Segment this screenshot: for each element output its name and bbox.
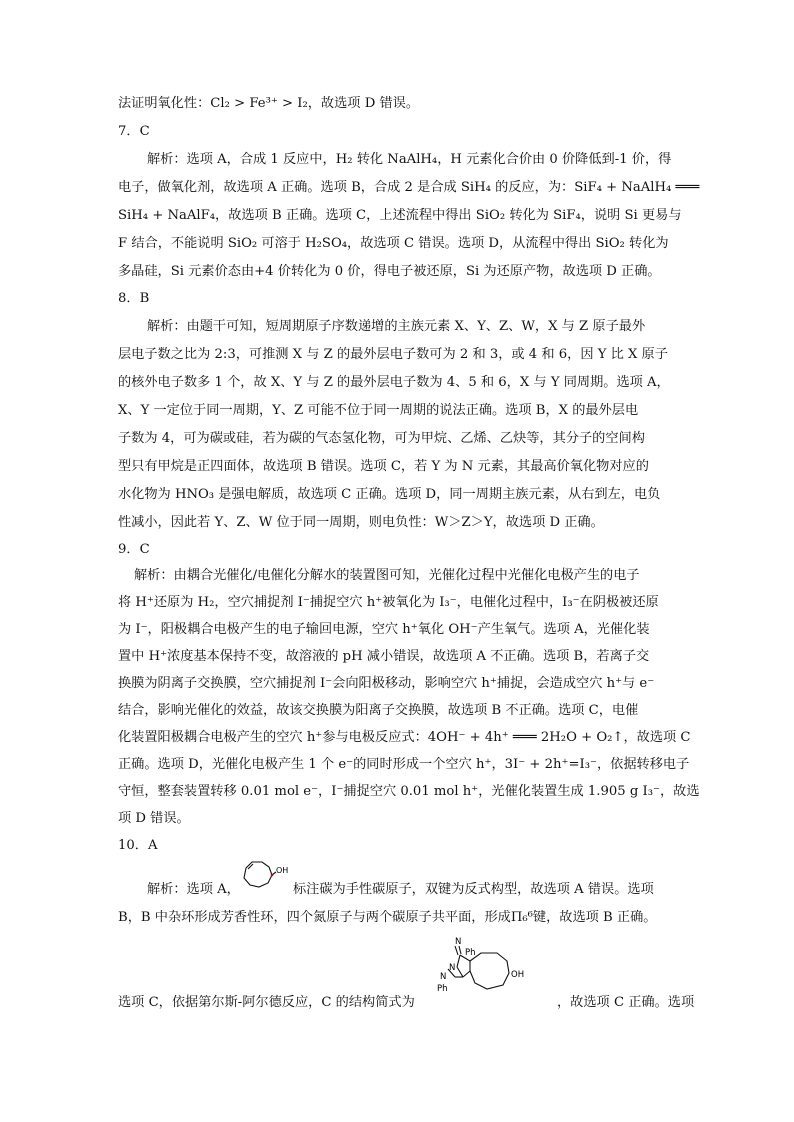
ph-label: Ph	[437, 984, 448, 994]
answer-10-text-pre: 解析：选项 A，	[147, 882, 240, 897]
answer-10-text-post: ，故选项 C 正确。选项	[557, 995, 695, 1010]
n-label: N	[449, 963, 456, 973]
answer-9-text-line: 化装置阳极耦合电极产生的空穴 h⁺参与电极反应式：4OH⁻ + 4h⁺ ═══ 2H₂O + O₂↑，故选项 C	[118, 730, 691, 745]
answer-8-text-line: 水化物为 HNO₃ 是强电解质，故选项 C 正确。选项 D，同一周期主族元素，从右到左，电负	[118, 487, 661, 502]
answer-7-text-line: F 结合，不能说明 SiO₂ 可溶于 H₂SO₄，故选项 C 错误。选项 D，从流程中得出 SiO₂ 转化为	[118, 236, 669, 251]
continued-text-line: 法证明氧化性：Cl₂ > Fe³⁺ > I₂，故选项 D 错误。	[118, 96, 420, 111]
oh-label: OH	[276, 866, 288, 875]
answer-9-text-line: 守恒，整套装置转移 0.01 mol e⁻，I⁻捕捉空穴 0.01 mol h⁺，光催化装置生成 1.905 g I₃⁻，故选	[118, 784, 700, 799]
answer-8-text-line: 的核外电子数多 1 个，故 X、Y 与 Z 的最外层电子数为 4、5 和 6，X 与 Y 同周期。选项 A，	[118, 375, 670, 390]
oh-label: OH	[511, 970, 525, 980]
answer-7-text-line: 多晶硅，Si 元素价态由+4 价转化为 0 价，得电子被还原，Si 为还原产物，故选项 D 正确。	[118, 264, 661, 279]
answer-8-heading: 8．B	[118, 291, 150, 306]
answer-7-text-line: 电子，做氧化剂，故选项 A 正确。选项 B，合成 2 是合成 SiH₄ 的反应，为：SiF₄ + NaAlH₄ ═══	[118, 180, 700, 195]
answer-9-text-line: 正确。选项 D，光催化电极产生 1 个 e⁻的同时形成一个空穴 h⁺，3I⁻ + 2h⁺=I₃⁻，依据转移电子	[118, 757, 690, 772]
answer-8-text-line: 性减小，因此若 Y、Z、W 位于同一周期，则电负性：W＞Z＞Y，故选项 D 正确。	[118, 515, 604, 530]
n-label: N	[455, 937, 462, 947]
n-label: N	[440, 972, 447, 982]
answer-9-text-line: 结合，影响光催化的效益，故该交换膜为阳离子交换膜，故选项 B 不正确。选项 C，电催	[118, 703, 639, 718]
answer-8-text-line: X、Y 一定位于同一周期，Y、Z 可能不位于同一周期的说法正确。选项 B，X 的最外层电	[118, 403, 639, 418]
answer-8-text-line: 型只有甲烷是正四面体，故选项 B 错误。选项 C，若 Y 为 N 元素，其最高价氧化物对应的	[118, 459, 649, 474]
answer-7-heading: 7．C	[118, 124, 150, 139]
answer-9-text-line: 换膜为阴离子交换膜，空穴捕捉剂 I⁻会向阳极移动，影响空穴 h⁺捕捉，会造成空穴 h⁺与 e⁻	[118, 676, 655, 691]
diels-alder-product-structure	[425, 933, 550, 1013]
answer-10-heading: 10．A	[118, 838, 158, 853]
answer-10-text-line: B，B 中杂环形成芳香性环，四个氮原子与两个碳原子共平面，形成Π₆⁶键，故选项 B 正确。	[118, 910, 657, 925]
answer-9-text-line: 为 I⁻，阳极耦合电极产生的电子输回电源，空穴 h⁺氧化 OH⁻产生氧气。选项 A，光催化装	[118, 622, 650, 637]
answer-10-text-pre: 选项 C，依据第尔斯-阿尔德反应，C 的结构简式为	[118, 995, 415, 1010]
answer-8-text-line: 子数为 4，可为碳或硅，若为碳的气态氢化物，可为甲烷、乙烯、乙炔等，其分子的空间构	[118, 431, 645, 446]
answer-9-heading: 9．C	[118, 542, 150, 557]
answer-9-text-line: 项 D 错误。	[118, 811, 190, 826]
answer-7-text-line: 解析：选项 A，合成 1 反应中，H₂ 转化 NaAlH₄，H 元素化合价由 0 价降低到-1 价，得	[147, 152, 672, 167]
answer-8-text-line: 解析：由题干可知，短周期原子序数递增的主族元素 X、Y、Z、W，X 与 Z 原子最外	[147, 319, 646, 334]
answer-9-text-line: 置中 H⁺浓度基本保持不变，故溶液的 pH 减小错误，故选项 A 不正确。选项 B，若离子交	[118, 649, 650, 664]
answer-8-text-line: 层电子数之比为 2:3，可推测 X 与 Z 的最外层电子数可为 2 和 3，或 4 和 6，因 Y 比 X 原子	[118, 347, 668, 362]
answer-9-text-line: 将 H⁺还原为 H₂，空穴捕捉剂 I⁻捕捉空穴 h⁺被氧化为 I₃⁻，电催化过程中，I₃⁻在阴极被还原	[118, 595, 659, 610]
ph-label: Ph	[465, 948, 476, 958]
answer-9-text-line: 解析：由耦合光催化/电催化分解水的装置图可知，光催化过程中光催化电极产生的电子	[134, 568, 640, 583]
cyclooctenol-structure	[240, 858, 288, 892]
answer-7-text-line: SiH₄ + NaAlF₄，故选项 B 正确。选项 C，上述流程中得出 SiO₂ 转化为 SiF₄，说明 Si 更易与	[118, 208, 682, 223]
answer-10-text-post: 标注碳为手性碳原子，双键为反式构型，故选项 A 错误。选项	[293, 882, 654, 897]
